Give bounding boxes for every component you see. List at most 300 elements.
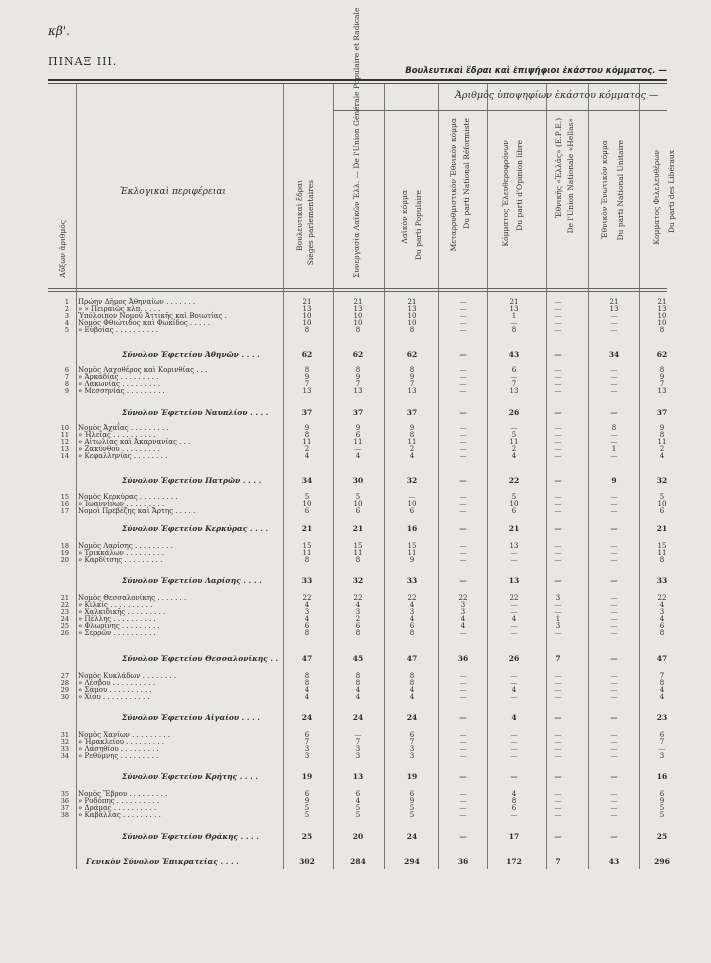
table-cell: — — [510, 549, 518, 557]
table-cell: — — [459, 373, 467, 381]
subtotal-cell: 47 — [301, 654, 313, 663]
subtotal-cell: — — [554, 408, 562, 417]
constituency-name: » Λακωνίας . . . . . . . . . — [78, 380, 161, 388]
column-divider — [487, 84, 488, 869]
subtotal-label: Σύνολον Ἐφετείου Λαρίσης . . . . — [122, 576, 262, 585]
subtotal-cell: 16 — [406, 524, 418, 533]
table-cell: 6 — [659, 731, 665, 739]
table-cell: 5 — [304, 493, 310, 501]
subtotal-cell: 62 — [406, 350, 418, 359]
subtotal-cell: 19 — [301, 772, 313, 781]
row-number: 29 — [60, 686, 69, 694]
table-cell: 9 — [659, 424, 665, 432]
table-cell: — — [510, 811, 518, 819]
subtotal-cell: 32 — [352, 576, 364, 585]
subtotal-cell: 36 — [457, 654, 469, 663]
table-cell: 4 — [304, 601, 310, 609]
table-cell: — — [610, 601, 618, 609]
table-cell: — — [610, 493, 618, 501]
constituency-name: » Χίου . . . . . . . . . . . — [78, 693, 150, 701]
table-cell: — — [554, 366, 562, 374]
table-cell: — — [459, 493, 467, 501]
subtotal-cell: 17 — [508, 832, 520, 841]
table-cell: 10 — [302, 500, 312, 508]
constituency-name: » Ἠλείας . . . . . . . . . . — [78, 431, 156, 439]
table-cell: 6 — [304, 790, 310, 798]
table-cell: 10 — [302, 319, 312, 327]
constituency-name: » Τρικκάλων . . . . . . . . . — [78, 549, 164, 557]
grand-total-cell: 7 — [555, 857, 561, 866]
subtotal-label: Σύνολον Ἐφετείου Θεσσαλονίκης . . — [122, 654, 279, 663]
table-cell: 8 — [409, 629, 415, 637]
table-cell: 4 — [409, 601, 415, 609]
constituency-name: » Ροδόπης . . . . . . . . . . — [78, 797, 160, 805]
table-cell: — — [610, 629, 618, 637]
table-cell: — — [554, 305, 562, 313]
table-cell: 11 — [353, 438, 363, 446]
table-cell: 3 — [555, 622, 561, 630]
constituency-name: » » Πειραιῶς κλπ. . . . . — [78, 305, 161, 313]
subtotal-cell: 16 — [656, 772, 668, 781]
table-cell: 8 — [355, 672, 361, 680]
table-cell: 22 — [302, 594, 312, 602]
group-header-rule — [333, 110, 667, 111]
constituency-name: » Δράμας . . . . . . . . . . — [78, 804, 157, 812]
table-cell: — — [510, 752, 518, 760]
table-cell: — — [459, 629, 467, 637]
subtotal-cell: — — [610, 576, 618, 585]
table-cell: 4 — [355, 686, 361, 694]
table-cell: — — [610, 507, 618, 515]
constituency-name: » Ἰωαννίνων . . . . . . . . . — [78, 500, 165, 508]
table-cell: 11 — [509, 438, 519, 446]
table-cell: 21 — [302, 298, 312, 306]
table-cell: 7 — [304, 738, 310, 746]
table-cell: 13 — [509, 542, 519, 550]
table-cell: — — [554, 452, 562, 460]
table-cell: 4 — [659, 601, 665, 609]
row-number: 27 — [60, 672, 69, 680]
table-cell: — — [554, 608, 562, 616]
table-cell: — — [610, 672, 618, 680]
subtotal-cell: — — [459, 576, 467, 585]
row-number: 37 — [60, 804, 69, 812]
subtotal-cell: — — [554, 832, 562, 841]
row-number: 19 — [60, 549, 69, 557]
table-cell: 13 — [407, 305, 417, 313]
row-number: 30 — [60, 693, 69, 701]
table-cell: — — [510, 608, 518, 616]
constituency-name: Νομὸς Θεσσαλονίκης . . . . . . . — [78, 594, 187, 602]
table-cell: 11 — [657, 549, 667, 557]
table-cell: — — [554, 549, 562, 557]
table-cell: 7 — [409, 738, 415, 746]
seats-header-gr: Βουλευτικαὶ ἕδραι — [295, 180, 304, 251]
page-number: κβ'. — [48, 24, 70, 38]
constituency-name: Νομὸς Λαχοθέρος καὶ Κορινθίας . . . — [78, 366, 208, 374]
constituency-name: » Κιλκίς . . . . . . . . . . — [78, 601, 153, 609]
subtotal-cell: — — [459, 476, 467, 485]
subtotal-cell: 21 — [656, 524, 668, 533]
table-cell: 1 — [611, 445, 617, 453]
table-cell: — — [510, 424, 518, 432]
table-cell: — — [459, 366, 467, 374]
table-cell: 9 — [409, 797, 415, 805]
constituency-name: » Ἀρκαδίας . . . . . . . . . — [78, 373, 159, 381]
table-label: ΠΙΝΑΞ ΙΙΙ. — [48, 55, 118, 68]
table-cell: — — [554, 804, 562, 812]
constituency-name: Νομὸς Ἕβρου . . . . . . . . . — [78, 790, 168, 798]
row-number: 36 — [60, 797, 69, 805]
table-cell: — — [610, 745, 618, 753]
subtotal-label: Σύνολον Ἐφετείου Κερκύρας . . . . — [122, 524, 269, 533]
subtotal-cell: 13 — [508, 576, 520, 585]
row-number: 20 — [60, 556, 69, 564]
row-number: 8 — [64, 380, 69, 388]
row-number: 11 — [60, 431, 69, 439]
row-number: 35 — [60, 790, 69, 798]
column-divider — [283, 84, 284, 869]
subtotal-cell: 21 — [301, 524, 313, 533]
table-cell: 6 — [511, 507, 517, 515]
table-cell: 5 — [355, 811, 361, 819]
constituency-name: Νομὸς Κυκλάδων . . . . . . . . — [78, 672, 177, 680]
table-cell: 15 — [353, 542, 363, 550]
table-cell: — — [459, 797, 467, 805]
table-cell: — — [408, 493, 416, 501]
table-cell: — — [610, 731, 618, 739]
table-cell: 13 — [509, 387, 519, 395]
subtotal-cell: 37 — [352, 408, 364, 417]
subtotal-cell: 24 — [301, 713, 313, 722]
subtotal-cell: 21 — [352, 524, 364, 533]
table-cell: — — [610, 312, 618, 320]
grand-total-cell: 36 — [457, 857, 469, 866]
subtotal-label: Σύνολον Ἐφετείου Ναυπλίου . . . . — [122, 408, 269, 417]
constituency-name: » Σερρῶν . . . . . . . . . . — [78, 629, 156, 637]
table-cell: — — [554, 629, 562, 637]
subtotal-label: Σύνολον Ἐφετείου Ἀθηνῶν . . . . — [122, 350, 260, 359]
subtotal-cell: 23 — [656, 713, 668, 722]
table-cell: 6 — [304, 731, 310, 739]
table-cell: 4 — [659, 686, 665, 694]
table-cell: 6 — [304, 622, 310, 630]
table-cell: 4 — [355, 452, 361, 460]
table-cell: — — [354, 445, 362, 453]
subtotal-cell: — — [459, 350, 467, 359]
table-cell: — — [459, 452, 467, 460]
constituency-name: » Πέλλης . . . . . . . . . . — [78, 615, 156, 623]
constituency-name: » Ρεθύμνης . . . . . . . . . — [78, 752, 159, 760]
constituency-name: Πρώην Δῆμος Ἀθηναίων . . . . . . . — [78, 298, 196, 306]
table-cell: 21 — [353, 298, 363, 306]
table-cell: 10 — [353, 500, 363, 508]
table-cell: 3 — [659, 608, 665, 616]
subtotal-cell: — — [459, 408, 467, 417]
table-cell: — — [459, 549, 467, 557]
table-cell: — — [554, 438, 562, 446]
subtotal-cell: 33 — [301, 576, 313, 585]
subtotal-label: Σύνολον Ἐφετείου Θράκης . . . . — [122, 832, 259, 841]
subtotal-cell: 62 — [352, 350, 364, 359]
table-cell: — — [354, 731, 362, 739]
party-header-6-gr: Ἐθνικὸν Ἑνωτικὸν κόμμα — [600, 140, 609, 239]
party-header-3-fr: Du parti National Réformiste — [462, 118, 471, 229]
table-cell: 1 — [511, 312, 517, 320]
table-cell: — — [459, 500, 467, 508]
table-cell: — — [610, 431, 618, 439]
subtotal-cell: 24 — [352, 713, 364, 722]
constituency-name: » Χαλκιδικῆς . . . . . . . . . — [78, 608, 166, 616]
table-cell: 10 — [657, 312, 667, 320]
table-cell: — — [554, 679, 562, 687]
table-cell: — — [554, 326, 562, 334]
table-cell: 8 — [304, 679, 310, 687]
table-cell: 13 — [609, 305, 619, 313]
table-cell: 7 — [659, 672, 665, 680]
table-cell: 9 — [409, 556, 415, 564]
table-cell: — — [459, 686, 467, 694]
row-number: 31 — [60, 731, 69, 739]
table-cell: 5 — [355, 493, 361, 501]
table-cell: — — [554, 312, 562, 320]
table-cell: 21 — [509, 298, 519, 306]
table-cell: — — [610, 380, 618, 388]
table-cell: 8 — [304, 326, 310, 334]
table-cell: 3 — [460, 608, 466, 616]
table-cell: — — [459, 431, 467, 439]
subtotal-cell: 34 — [608, 350, 620, 359]
table-cell: 4 — [659, 615, 665, 623]
table-cell: 8 — [409, 431, 415, 439]
grand-total-cell: 284 — [350, 857, 366, 866]
constituency-name: Ὑπόλοιπον Νομοῦ Ἀττικῆς καὶ Βοιωτίας . — [78, 312, 227, 320]
subtotal-cell: — — [610, 832, 618, 841]
table-cell: 7 — [355, 738, 361, 746]
table-cell: — — [459, 752, 467, 760]
subtotal-cell: — — [554, 476, 562, 485]
table-cell: — — [459, 445, 467, 453]
table-cell: — — [459, 424, 467, 432]
table-cell: — — [610, 452, 618, 460]
table-cell: 7 — [409, 380, 415, 388]
table-cell: 10 — [353, 319, 363, 327]
table-cell: — — [554, 319, 562, 327]
subtotal-cell: — — [610, 408, 618, 417]
table-cell: 8 — [409, 672, 415, 680]
table-cell: 2 — [511, 445, 517, 453]
table-cell: — — [459, 804, 467, 812]
row-number: 22 — [60, 601, 69, 609]
subtotal-cell: 24 — [406, 713, 418, 722]
table-cell: 9 — [304, 797, 310, 805]
table-cell: — — [610, 693, 618, 701]
table-cell: 8 — [511, 326, 517, 334]
subtotal-cell: — — [459, 713, 467, 722]
constituency-name: Νομὸς Λαρίσης . . . . . . . . . — [78, 542, 173, 550]
constituency-name: Νομὸς Κερκύρας . . . . . . . . . — [78, 493, 178, 501]
table-cell: 3 — [659, 752, 665, 760]
table-cell: 10 — [353, 312, 363, 320]
table-cell: 3 — [409, 608, 415, 616]
table-cell: 15 — [302, 542, 312, 550]
table-cell: — — [459, 380, 467, 388]
table-cell: 22 — [407, 594, 417, 602]
row-number: 38 — [60, 811, 69, 819]
table-cell: 4 — [355, 797, 361, 805]
row-number: 2 — [64, 305, 69, 313]
constituency-name: » Αἰτωλίας καὶ Ἀκαρνανίας . . . — [78, 438, 191, 446]
table-cell: — — [658, 745, 666, 753]
table-cell: 2 — [304, 445, 310, 453]
table-cell: — — [554, 507, 562, 515]
table-cell: 6 — [355, 507, 361, 515]
table-cell: 3 — [409, 752, 415, 760]
table-cell: 5 — [659, 804, 665, 812]
table-cell: 3 — [555, 594, 561, 602]
table-cell: 8 — [304, 366, 310, 374]
row-number: 1 — [64, 298, 69, 306]
row-number: 23 — [60, 608, 69, 616]
subtotal-cell: 22 — [508, 476, 520, 485]
table-cell: 8 — [659, 366, 665, 374]
table-cell: 8 — [409, 326, 415, 334]
table-cell: 5 — [511, 493, 517, 501]
table-cell: 6 — [659, 790, 665, 798]
table-cell: — — [610, 500, 618, 508]
column-divider — [333, 84, 334, 869]
table-cell: 7 — [304, 380, 310, 388]
subtotal-cell: 30 — [352, 476, 364, 485]
table-cell: — — [610, 752, 618, 760]
row-number: 10 — [60, 424, 69, 432]
table-cell: 15 — [407, 542, 417, 550]
party-header-5-gr: Ἐθνικῆς «Ἑλλάς» (Ε.Ρ.Ε.) — [554, 118, 563, 218]
table-cell: — — [610, 686, 618, 694]
subtotal-cell: 4 — [511, 713, 517, 722]
subtotal-cell: 24 — [406, 832, 418, 841]
table-cell: — — [610, 556, 618, 564]
table-cell: 9 — [409, 424, 415, 432]
table-cell: — — [510, 601, 518, 609]
constituency-name: » Ἡρακλείου . . . . . . . . . — [78, 738, 164, 746]
table-cell: — — [459, 319, 467, 327]
table-cell: 4 — [355, 601, 361, 609]
table-cell: 22 — [458, 594, 468, 602]
subtotal-cell: 62 — [656, 350, 668, 359]
table-cell: — — [510, 319, 518, 327]
constituency-name: Νομὸς Χανίων . . . . . . . . . — [78, 731, 170, 739]
table-cell: 4 — [460, 622, 466, 630]
table-cell: 13 — [657, 387, 667, 395]
row-number: 16 — [60, 500, 69, 508]
table-cell: — — [554, 738, 562, 746]
subtotal-cell: — — [459, 832, 467, 841]
table-cell: 5 — [304, 804, 310, 812]
column-divider — [76, 84, 77, 869]
party-header-7-fr: Du parti des Libéraux — [667, 150, 676, 234]
subtotal-cell: 33 — [406, 576, 418, 585]
table-cell: 8 — [355, 629, 361, 637]
table-cell: 3 — [304, 608, 310, 616]
table-cell: — — [459, 556, 467, 564]
table-cell: 13 — [509, 305, 519, 313]
table-cell: 5 — [511, 431, 517, 439]
table-cell: 7 — [511, 380, 517, 388]
table-cell: — — [554, 556, 562, 564]
table-cell: 8 — [304, 629, 310, 637]
table-cell: 22 — [509, 594, 519, 602]
header-bottom-rule-2 — [48, 291, 667, 292]
column-divider — [639, 84, 640, 869]
subtotal-label: Σύνολον Ἐφετείου Κρήτης . . . . — [122, 772, 258, 781]
row-number: 15 — [60, 493, 69, 501]
row-number: 26 — [60, 629, 69, 637]
col-number-header: Αὔξων ἀριθμός — [58, 220, 67, 278]
subtotal-cell: — — [554, 772, 562, 781]
constituency-name: Νομὸς Ἀχαΐας . . . . . . . . . — [78, 424, 169, 432]
row-number: 6 — [64, 366, 69, 374]
party-header-4-gr: Κόμματος Ἐλευθεροφρόνων — [501, 140, 510, 247]
table-cell: 9 — [409, 373, 415, 381]
table-cell: 13 — [353, 305, 363, 313]
table-cell: 4 — [511, 615, 517, 623]
subtotal-cell: — — [554, 576, 562, 585]
table-cell: 22 — [657, 594, 667, 602]
subtotal-cell: — — [459, 772, 467, 781]
table-cell: — — [554, 500, 562, 508]
row-number: 12 — [60, 438, 69, 446]
table-cell: — — [554, 811, 562, 819]
table-cell: — — [610, 811, 618, 819]
party-header-2-fr: Du parti Populaire — [414, 190, 423, 261]
subtotal-cell: 33 — [656, 576, 668, 585]
party-group-header: Ἀριθμὸς ὑποψηφίων ἑκάστου κόμματος — — [455, 90, 659, 101]
row-number: 9 — [64, 387, 69, 395]
table-cell: — — [554, 493, 562, 501]
row-number: 18 — [60, 542, 69, 550]
table-cell: — — [554, 298, 562, 306]
row-number: 28 — [60, 679, 69, 687]
table-cell: 8 — [355, 679, 361, 687]
subtotal-cell: 21 — [508, 524, 520, 533]
row-number: 33 — [60, 745, 69, 753]
table-cell: — — [610, 594, 618, 602]
table-cell: — — [459, 738, 467, 746]
subtotal-cell: 32 — [656, 476, 668, 485]
table-cell: — — [510, 679, 518, 687]
table-cell: 13 — [302, 305, 312, 313]
subtotal-cell: 47 — [656, 654, 668, 663]
table-cell: — — [554, 797, 562, 805]
table-cell: — — [610, 622, 618, 630]
table-cell: 8 — [355, 366, 361, 374]
table-cell: 6 — [511, 804, 517, 812]
subtotal-cell: — — [610, 524, 618, 533]
row-number: 13 — [60, 445, 69, 453]
table-cell: — — [510, 556, 518, 564]
table-cell: 6 — [355, 622, 361, 630]
row-number: 32 — [60, 738, 69, 746]
table-cell: 21 — [407, 298, 417, 306]
table-cell: — — [510, 373, 518, 381]
table-cell: 3 — [304, 745, 310, 753]
table-cell: — — [510, 672, 518, 680]
table-cell: 13 — [657, 305, 667, 313]
constituency-name: » Λέσβου . . . . . . . . . . — [78, 679, 155, 687]
constituency-name: » Εὐβοίας . . . . . . . . . . — [78, 326, 159, 334]
constituency-name: » Καρδίτσης . . . . . . . . . — [78, 556, 163, 564]
